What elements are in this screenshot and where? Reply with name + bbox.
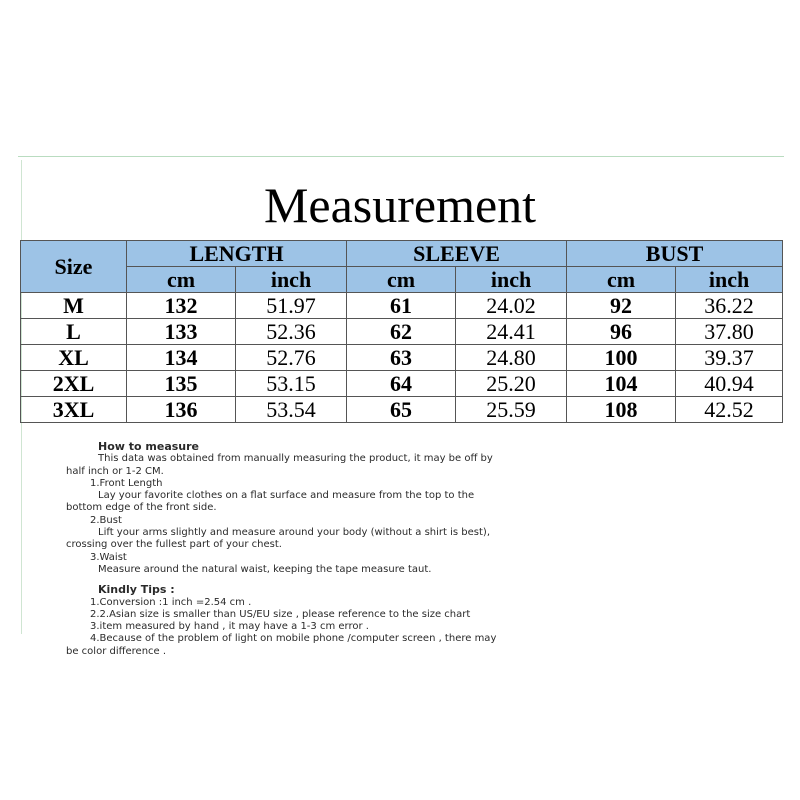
length-cm-cell: 132 (127, 293, 236, 319)
tip-line: be color difference . (66, 645, 167, 657)
tip-line: 3.item measured by hand , it may have a 1-3 cm error . (90, 621, 369, 633)
note-line: half inch or 1-2 CM. (66, 465, 164, 477)
length-cm-cell: 136 (127, 397, 236, 423)
bust-cm-cell: 104 (567, 371, 676, 397)
kindly-tips-heading: Kindly Tips : (98, 583, 175, 597)
sleeve-inch-cell: 24.02 (456, 293, 567, 319)
size-cell: 3XL (21, 397, 127, 423)
tip-line: 4.Because of the problem of light on mobile phone /computer screen , there may (90, 633, 497, 645)
group-header-sleeve: SLEEVE (347, 241, 567, 267)
size-cell: M (21, 293, 127, 319)
note-line: This data was obtained from manually measuring the product, it may be off by (98, 453, 493, 465)
tip-line: 2.2.Asian size is smaller than US/EU size , please reference to the size chart (90, 608, 471, 620)
length-inch-cell: 53.54 (236, 397, 347, 423)
tip-line: 1.Conversion :1 inch =2.54 cm . (90, 596, 252, 608)
note-line: crossing over the fullest part of your chest. (66, 539, 282, 551)
unit-header: cm (347, 267, 456, 293)
measurement-notes (66, 441, 706, 658)
size-cell: 2XL (21, 371, 127, 397)
group-header-bust: BUST (567, 241, 783, 267)
size-cell: XL (21, 345, 127, 371)
size-cell: L (21, 319, 127, 345)
bust-inch-cell: 42.52 (676, 397, 783, 423)
sleeve-cm-cell: 64 (347, 371, 456, 397)
length-inch-cell: 51.97 (236, 293, 347, 319)
bust-inch-cell: 37.80 (676, 319, 783, 345)
how-to-measure-heading: How to measure (98, 440, 200, 453)
bust-cm-cell: 92 (567, 293, 676, 319)
note-line: bottom edge of the front side. (66, 502, 217, 514)
table-row (21, 371, 783, 397)
sleeve-cm-cell: 61 (347, 293, 456, 319)
note-line: Lift your arms slightly and measure around your body (without a shirt is best), (98, 527, 490, 539)
size-chart-table (20, 240, 783, 423)
note-line: 1.Front Length (90, 477, 163, 489)
note-line: 3.Waist (90, 551, 127, 563)
group-header-length: LENGTH (127, 241, 347, 267)
note-line: 2.Bust (90, 514, 122, 526)
unit-header: inch (676, 267, 783, 293)
length-cm-cell: 135 (127, 371, 236, 397)
unit-header: cm (567, 267, 676, 293)
length-inch-cell: 52.36 (236, 319, 347, 345)
bust-inch-cell: 40.94 (676, 371, 783, 397)
table-row (21, 345, 783, 371)
table-row (21, 319, 783, 345)
sleeve-inch-cell: 24.41 (456, 319, 567, 345)
sleeve-inch-cell: 25.20 (456, 371, 567, 397)
unit-header: inch (456, 267, 567, 293)
note-line: Measure around the natural waist, keeping the tape measure taut. (98, 563, 432, 575)
length-cm-cell: 133 (127, 319, 236, 345)
note-line: Lay your favorite clothes on a flat surface and measure from the top to the (98, 490, 475, 502)
bust-cm-cell: 96 (567, 319, 676, 345)
sleeve-inch-cell: 24.80 (456, 345, 567, 371)
sleeve-cm-cell: 63 (347, 345, 456, 371)
length-cm-cell: 134 (127, 345, 236, 371)
unit-header: inch (236, 267, 347, 293)
sheet-top-border (18, 156, 784, 157)
sleeve-cm-cell: 62 (347, 319, 456, 345)
page-title: Measurement (263, 177, 537, 233)
length-inch-cell: 53.15 (236, 371, 347, 397)
table-row (21, 293, 783, 319)
bust-inch-cell: 39.37 (676, 345, 783, 371)
bust-inch-cell: 36.22 (676, 293, 783, 319)
table-row (21, 397, 783, 423)
size-header: Size (21, 241, 127, 293)
bust-cm-cell: 100 (567, 345, 676, 371)
sleeve-cm-cell: 65 (347, 397, 456, 423)
unit-header: cm (127, 267, 236, 293)
bust-cm-cell: 108 (567, 397, 676, 423)
length-inch-cell: 52.76 (236, 345, 347, 371)
sleeve-inch-cell: 25.59 (456, 397, 567, 423)
